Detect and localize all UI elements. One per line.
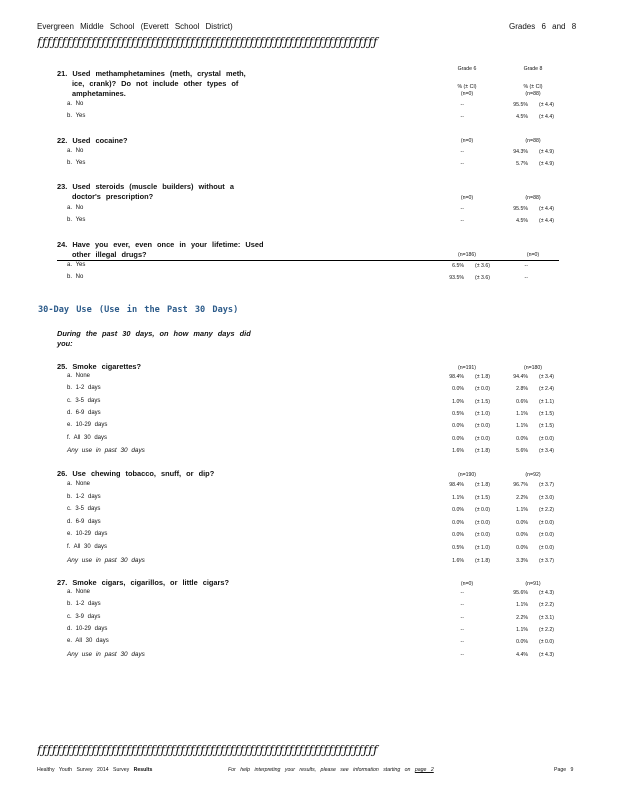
q23-value-ci8: (± 4.4) (539, 206, 554, 212)
q26-value-g8: 0.0% (516, 519, 528, 526)
q22-n-grade8: (n=88) (525, 138, 541, 144)
q21-value-g6: -- (460, 102, 464, 108)
q25-value-ci8: (± 0.0) (539, 435, 554, 442)
q25-value-ci6: (± 1.0) (475, 410, 490, 417)
q27-value-g6: -- (460, 651, 464, 658)
q25-value-ci8: (± 1.1) (539, 398, 554, 405)
q26-option-label: d. 6-9 days (67, 518, 101, 525)
q27-option-label: a. None (67, 589, 91, 595)
q23-value-g8: 95.5% (513, 206, 528, 212)
q27-value-g6: -- (460, 614, 464, 621)
q25-option-label: c. 3-5 days (67, 397, 101, 404)
q27-n-grade8: (n=91) (525, 581, 541, 587)
footer-page-number: Page 9 (554, 767, 574, 773)
q24-value-ci6: (± 3.6) (475, 263, 490, 269)
q21-value-g6: -- (460, 114, 464, 120)
q25-value-g6: 1.6% (452, 447, 464, 454)
q25-value-g6: 0.0% (452, 423, 464, 430)
q21-option-label: b. Yes (67, 113, 86, 119)
column-header-grade6: Grade 6 (457, 66, 477, 72)
footer-help-note (228, 767, 434, 773)
q25-value-ci8: (± 2.4) (539, 386, 554, 393)
footer-results-label: Results (133, 767, 153, 773)
q22-n-grade6: (n=0) (460, 138, 474, 144)
q25-value-ci6: (± 0.0) (475, 423, 490, 430)
q26-value-g6: 1.1% (452, 494, 464, 501)
header-rule: ƒƒƒƒƒƒƒƒƒƒƒƒƒƒƒƒƒƒƒƒƒƒƒƒƒƒƒƒƒƒƒƒƒƒƒƒƒƒƒƒƒƒƒƒƒƒƒƒƒƒƒƒƒƒƒƒƒƒƒƒƒƒƒƒƒƒƒƒƒ (37, 35, 378, 49)
q27-n-grade6: (n=0) (460, 581, 474, 587)
q27-value-ci8: (± 4.3) (539, 651, 554, 658)
q25-option-label: b. 1-2 days (67, 385, 101, 392)
q27-value-ci8: (± 2.2) (539, 626, 554, 633)
q27-value-g8: 2.2% (516, 614, 528, 621)
q25-value-ci8: (± 3.4) (539, 374, 554, 380)
q25-value-ci8: (± 1.5) (539, 423, 554, 430)
question-26-line1: 26. Use chewing tobacco, snuff, or dip? (57, 469, 215, 478)
q21-n-grade6: (n=0) (460, 91, 474, 97)
q26-option-label: c. 3-5 days (67, 506, 101, 513)
q27-value-g8: 0.0% (516, 639, 528, 646)
q25-value-ci6: (± 1.8) (475, 447, 490, 454)
q24-value-g8: -- (524, 275, 528, 281)
q26-value-ci6: (± 1.5) (475, 494, 490, 501)
q25-n-grade8: (n=180) (523, 365, 543, 371)
q22-value-g8: 5.7% (516, 161, 528, 167)
section-intro-line2: you: (57, 339, 73, 348)
q27-value-g6: -- (460, 602, 464, 609)
q25-value-g8: 94.4% (513, 374, 528, 380)
q25-value-ci6: (± 0.0) (475, 435, 490, 442)
q26-value-g6: 0.5% (452, 545, 464, 551)
q26-value-g6: 0.0% (452, 507, 464, 514)
q24-option-label: a. Yes (67, 262, 86, 268)
q23-option-label: a. No (67, 205, 84, 211)
q26-value-ci8: (± 0.0) (539, 532, 554, 539)
question-21-line3: amphetamines. (72, 89, 126, 98)
q24-value-ci6: (± 3.6) (475, 275, 490, 281)
q27-value-ci8: (± 0.0) (539, 639, 554, 646)
q26-value-g6: 1.6% (452, 557, 464, 564)
q26-option-label: f. All 30 days (67, 544, 108, 550)
q27-option-label: e. All 30 days (67, 638, 109, 645)
q27-option-label: c. 3-9 days (67, 613, 101, 620)
footer-help-text: For help interpreting your results, please see information starting on (228, 767, 411, 773)
q27-value-g6: -- (460, 639, 464, 646)
q26-value-ci8: (± 3.7) (539, 557, 554, 564)
q26-value-g8: 2.2% (516, 494, 528, 501)
q22-value-g6: -- (460, 161, 464, 167)
q25-value-g6: 0.0% (452, 386, 464, 393)
column-header-grade8: Grade 8 (523, 66, 543, 72)
q23-option-label: b. Yes (67, 217, 86, 223)
q26-option-label: Any use in past 30 days (67, 556, 145, 564)
q25-value-ci6: (± 0.0) (475, 386, 490, 393)
question-25-line1: 25. Smoke cigarettes? (57, 362, 142, 371)
q26-value-ci8: (± 3.0) (539, 494, 554, 501)
section-intro-line1: During the past 30 days, on how many days did (57, 329, 251, 338)
question-24-line2: other illegal drugs? (72, 250, 147, 259)
q25-value-g6: 1.0% (452, 398, 464, 405)
question-23-line2: doctor's prescription? (72, 192, 154, 201)
q26-value-ci6: (± 0.0) (475, 532, 490, 539)
q24-n-grade6: (n=186) (457, 252, 477, 258)
q23-value-g8: 4.5% (516, 218, 528, 224)
q25-option-label: Any use in past 30 days (67, 446, 145, 454)
footer-survey-name (37, 767, 152, 773)
q26-option-label: e. 10-29 days (67, 531, 108, 538)
q26-value-ci8: (± 2.2) (539, 507, 554, 514)
q22-value-g6: -- (460, 149, 464, 155)
q23-value-g6: -- (460, 206, 464, 212)
q24-n-grade8: (n=0) (526, 252, 540, 258)
q27-option-label: d. 10-29 days (67, 625, 108, 632)
q21-value-g8: 4.5% (516, 114, 528, 120)
q26-value-ci6: (± 0.0) (475, 507, 490, 514)
q21-n-grade8: (n=88) (525, 91, 541, 97)
q25-value-g8: 1.1% (516, 410, 528, 417)
q26-value-g8: 1.1% (516, 507, 528, 514)
q27-value-g8: 1.1% (516, 602, 528, 609)
q26-n-grade6: (n=190) (457, 472, 477, 478)
q23-n-grade6: (n=0) (460, 195, 474, 201)
q24-value-g6: 93.5% (449, 275, 464, 281)
report-header-title: Evergreen Middle School (Everett School District) (37, 22, 233, 31)
q25-value-ci6: (± 1.8) (475, 374, 490, 380)
footer-rule: ƒƒƒƒƒƒƒƒƒƒƒƒƒƒƒƒƒƒƒƒƒƒƒƒƒƒƒƒƒƒƒƒƒƒƒƒƒƒƒƒƒƒƒƒƒƒƒƒƒƒƒƒƒƒƒƒƒƒƒƒƒƒƒƒƒƒƒƒƒ (37, 743, 378, 757)
question-21-line1: 21. Used methamphetamines (meth, crystal meth, (57, 69, 246, 78)
q26-value-g8: 0.0% (516, 532, 528, 539)
q25-value-g8: 1.1% (516, 423, 528, 430)
q27-value-ci8: (± 4.3) (539, 590, 554, 596)
q27-option-label: b. 1-2 days (67, 601, 101, 608)
q26-value-ci8: (± 3.7) (539, 482, 554, 488)
q26-option-label: b. 1-2 days (67, 493, 101, 500)
pct-ci-header-grade6: % (± CI) (457, 84, 477, 90)
question-22-line1: 22. Used cocaine? (57, 136, 128, 145)
q25-option-label: d. 6-9 days (67, 409, 101, 416)
question-27-line1: 27. Smoke cigars, cigarillos, or little cigars? (57, 578, 230, 587)
q24-option-label: b. No (67, 274, 84, 280)
q23-value-g6: -- (460, 218, 464, 224)
q25-value-ci8: (± 1.5) (539, 410, 554, 417)
q27-value-g8: 1.1% (516, 626, 528, 633)
q25-value-ci8: (± 3.4) (539, 447, 554, 454)
question-23-line1: 23. Used steroids (muscle builders) without a (57, 182, 234, 191)
pct-ci-header-grade8: % (± CI) (523, 84, 543, 90)
q25-n-grade6: (n=191) (457, 365, 477, 371)
q21-option-label: a. No (67, 101, 84, 107)
q27-option-label: Any use in past 30 days (67, 650, 145, 658)
q24-value-g6: 6.5% (452, 263, 464, 269)
section-title: 30-Day Use (Use in the Past 30 Days) (38, 305, 239, 315)
q26-value-ci6: (± 1.8) (475, 482, 490, 488)
q27-value-ci8: (± 2.2) (539, 602, 554, 609)
q26-value-g8: 0.0% (516, 545, 528, 551)
q21-value-g8: 95.5% (513, 102, 528, 108)
q27-value-g8: 4.4% (516, 651, 528, 658)
q27-value-g6: -- (460, 626, 464, 633)
q26-value-g6: 0.0% (452, 519, 464, 526)
q25-option-label: a. None (67, 373, 91, 379)
q25-value-g6: 0.5% (452, 410, 464, 417)
q26-n-grade8: (n=92) (525, 472, 541, 478)
q24-value-g8: -- (524, 263, 528, 269)
q25-value-g6: 98.4% (449, 374, 464, 380)
q26-value-ci6: (± 1.0) (475, 545, 490, 551)
q23-value-ci8: (± 4.4) (539, 218, 554, 224)
q21-value-ci8: (± 4.4) (539, 102, 554, 108)
q21-value-ci8: (± 4.4) (539, 114, 554, 120)
q26-value-ci8: (± 0.0) (539, 545, 554, 551)
q26-value-g6: 98.4% (449, 482, 464, 488)
report-header-grades: Grades 6 and 8 (509, 22, 577, 31)
q26-value-g8: 3.3% (516, 557, 528, 564)
question-21-line2: ice, crank)? Do not include other types of (72, 79, 239, 88)
q22-option-label: a. No (67, 148, 84, 154)
q26-value-g6: 0.0% (452, 532, 464, 539)
q25-value-g6: 0.0% (452, 435, 464, 442)
q25-value-g8: 0.6% (516, 398, 528, 405)
q22-value-ci8: (± 4.9) (539, 161, 554, 167)
q26-value-g8: 96.7% (513, 482, 528, 488)
q26-option-label: a. None (67, 481, 91, 487)
q22-value-ci8: (± 4.9) (539, 149, 554, 155)
q26-value-ci6: (± 1.8) (475, 557, 490, 564)
q22-value-g8: 94.3% (513, 149, 528, 155)
q22-option-label: b. Yes (67, 160, 86, 166)
q25-option-label: e. 10-29 days (67, 422, 108, 429)
q25-value-ci6: (± 1.5) (475, 398, 490, 405)
q26-value-ci6: (± 0.0) (475, 519, 490, 526)
footer-page-link[interactable]: page 2 (414, 767, 434, 773)
q27-value-g8: 95.6% (513, 590, 528, 596)
q27-value-g6: -- (460, 590, 464, 596)
q27-value-ci8: (± 3.1) (539, 614, 554, 621)
q25-option-label: f. All 30 days (67, 434, 108, 441)
question-24-line1: 24. Have you ever, even once in your lifetime: Used (57, 240, 264, 249)
q25-value-g8: 0.0% (516, 435, 528, 442)
q25-value-g8: 5.6% (516, 447, 528, 454)
q26-value-ci8: (± 0.0) (539, 519, 554, 526)
footer-survey-text: Healthy Youth Survey 2014 Survey (37, 767, 130, 773)
q24-divider (57, 260, 559, 261)
q23-n-grade8: (n=88) (525, 195, 541, 201)
q25-value-g8: 2.8% (516, 386, 528, 393)
